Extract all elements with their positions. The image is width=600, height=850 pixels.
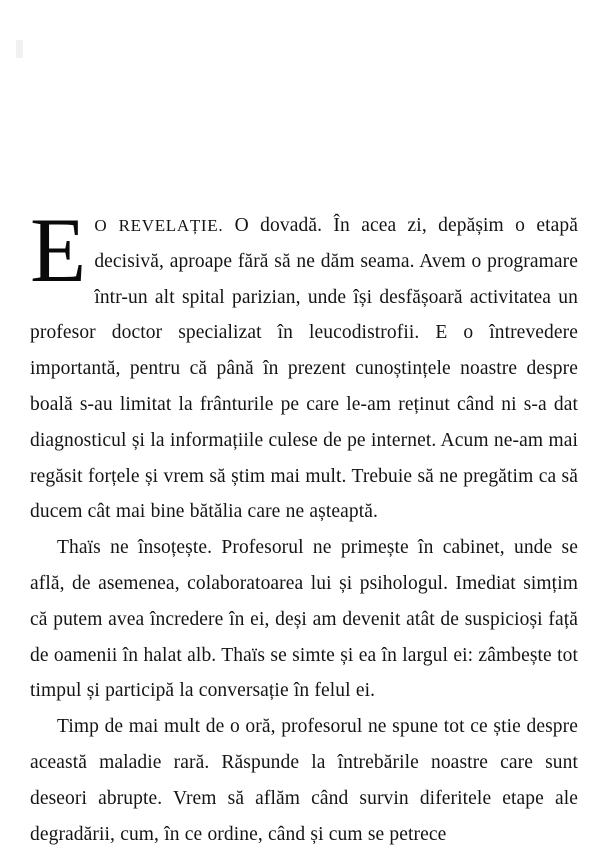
paragraph-3 <box>30 709 578 850</box>
paragraph-2 <box>30 530 578 709</box>
paragraph-3-body: Timp de mai mult de o oră, profesorul ne spune tot ce știe despre această maladie rară. Răspunde la întrebările noastre care sunt deseori abrupte. Vrem să aflăm când survin diferitele etape ale degradării, cum, în ce ordine, când și cum se petrece <box>30 716 578 845</box>
small-caps-opening: O REVELAȚIE. <box>94 216 224 235</box>
paragraph-2-body: Thaïs ne însoțește. Profesorul ne primește în cabinet, unde se află, de asemenea, colaboratoarea lui și psihologul. Imediat simțim că putem avea încredere în ei, deși am devenit atât de suspicioși față de oamenii în halat alb. Thaïs se simte și ea în largul ei: zâmbește tot timpul și participă la conversație în felul ei. <box>30 537 578 702</box>
page-text-block <box>30 199 578 850</box>
paragraph-1 <box>30 199 578 530</box>
paragraph-1-body: O dovadă. În acea zi, depășim o etapă decisivă, aproape fără să ne dăm seama. Avem o programare într-un alt spital parizian, unde își desfășoară activitatea un profesor doctor specializat în leucodistrofii. E o întrevedere importantă, pentru că până în prezent cunoștințele noastre despre boală s-au limitat la frânturile pe care le-am reținut când ni s-a dat diagnosticul și la informațiile culese de pe internet. Acum ne-am mai regăsit forțele și vrem să știm mai mult. Trebuie să ne pregătim ca să ducem cât mai bine bătălia care ne așteaptă. <box>30 215 578 523</box>
scan-artifact-speck <box>16 40 23 58</box>
drop-cap-letter: E <box>30 199 87 301</box>
